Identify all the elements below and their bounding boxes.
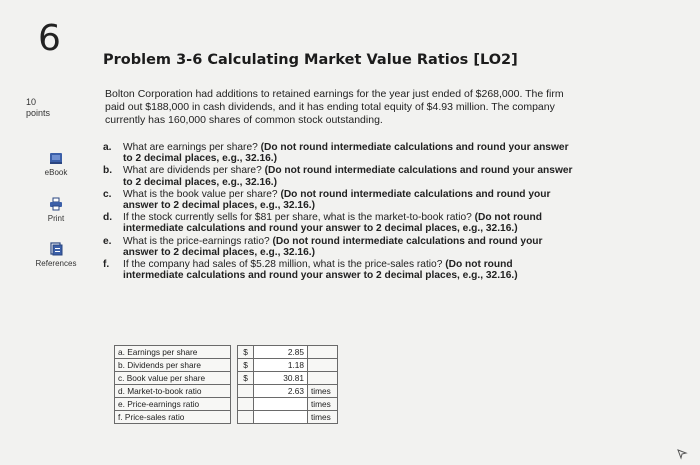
question-letter: b. [103, 165, 113, 177]
currency-symbol [238, 398, 254, 411]
question-text: What are earnings per share? [123, 142, 261, 153]
answer-input-ps[interactable] [254, 411, 308, 424]
references-icon [49, 242, 63, 256]
cursor-arrow-icon [676, 448, 688, 460]
question-text: What is the book value per share? [123, 188, 281, 200]
answer-unit [308, 346, 338, 359]
currency-symbol: $ [238, 359, 254, 372]
answer-unit [308, 372, 338, 385]
question-text: What is the price-earnings ratio? [123, 235, 273, 247]
answer-row-mtb [115, 385, 338, 398]
references-label: References [35, 259, 77, 268]
problem-title: Problem 3-6 Calculating Market Value Ratios [LO2] [103, 52, 518, 68]
question-letter: d. [103, 212, 113, 224]
question-list [103, 142, 573, 282]
answer-label: d. Market-to-book ratio [115, 385, 231, 398]
answer-input-bvps[interactable]: 30.81 [254, 372, 308, 385]
question-a [103, 142, 573, 164]
answer-label: a. Earnings per share [115, 346, 231, 359]
references-tool[interactable] [26, 242, 86, 268]
question-letter: e. [103, 235, 112, 247]
question-f [103, 259, 573, 281]
question-instruction: (Do not round intermediate calculations and round your answer to 2 decimal places, e.g., 32.16.) [123, 235, 543, 258]
print-label: Print [47, 214, 65, 223]
question-letter: c. [103, 188, 112, 200]
printer-icon [49, 197, 63, 211]
question-instruction: (Do not round intermediate calculations and round your answer to 2 decimal places, e.g., 32.16.) [123, 142, 569, 165]
question-number: 6 [38, 18, 61, 59]
points-label: points [26, 108, 51, 118]
answer-unit: times [308, 398, 338, 411]
question-text: What are dividends per share? [123, 165, 265, 177]
question-instruction: (Do not round intermediate calculations and round your answer to 2 decimal places, e.g., 32.16.) [123, 165, 573, 188]
answer-label: e. Price-earnings ratio [115, 398, 231, 411]
answer-unit: times [308, 385, 338, 398]
ebook-label: eBook [44, 168, 68, 177]
answer-input-pe[interactable] [254, 398, 308, 411]
answer-row-dps [115, 359, 338, 372]
question-instruction: (Do not round intermediate calculations and round your answer to 2 decimal places, e.g., 32.16.) [123, 188, 551, 212]
answer-row-pe [115, 398, 338, 411]
answer-label: b. Dividends per share [115, 359, 231, 372]
book-icon [49, 152, 63, 165]
question-instruction: (Do not round intermediate calculations and round your answer to 2 decimal places, e.g., 32.16.) [123, 259, 518, 282]
currency-symbol: $ [238, 372, 254, 385]
question-text: If the company had sales of $5.28 million, what is the price-sales ratio? [123, 259, 446, 271]
currency-symbol [238, 411, 254, 424]
print-tool[interactable] [26, 197, 86, 223]
question-c [103, 189, 573, 211]
question-instruction: (Do not round intermediate calculations and round your answer to 2 decimal places, e.g., 32.16.) [123, 212, 542, 235]
currency-symbol [238, 385, 254, 398]
answer-table [114, 345, 338, 424]
answer-input-dps[interactable]: 1.18 [254, 359, 308, 372]
question-letter: f. [103, 259, 110, 271]
problem-statement: Bolton Corporation had additions to retained earnings for the year just ended of $268,000. The firm paid out $188,000 in cash dividends, and it has ending total equity of $4.93 million. The company currently has 160,000 shares of common stock outstanding. [105, 88, 564, 126]
answer-label: f. Price-sales ratio [115, 411, 231, 424]
question-text: If the stock currently sells for $81 per share, what is the market-to-book ratio? [123, 212, 475, 224]
currency-symbol: $ [238, 346, 254, 359]
question-letter: a. [103, 142, 112, 153]
answer-row-bvps [115, 372, 338, 385]
ebook-tool[interactable] [26, 152, 86, 177]
points-value: 10 [26, 97, 37, 107]
answer-label: c. Book value per share [115, 372, 231, 385]
answer-row-eps [115, 346, 338, 359]
points-indicator [26, 97, 50, 119]
answer-row-ps [115, 411, 338, 424]
answer-input-mtb[interactable]: 2.63 [254, 385, 308, 398]
question-e [103, 236, 573, 258]
answer-unit [308, 359, 338, 372]
answer-input-eps[interactable]: 2.85 [254, 346, 308, 359]
question-b [103, 165, 573, 187]
answer-unit: times [308, 411, 338, 424]
question-d [103, 212, 573, 234]
